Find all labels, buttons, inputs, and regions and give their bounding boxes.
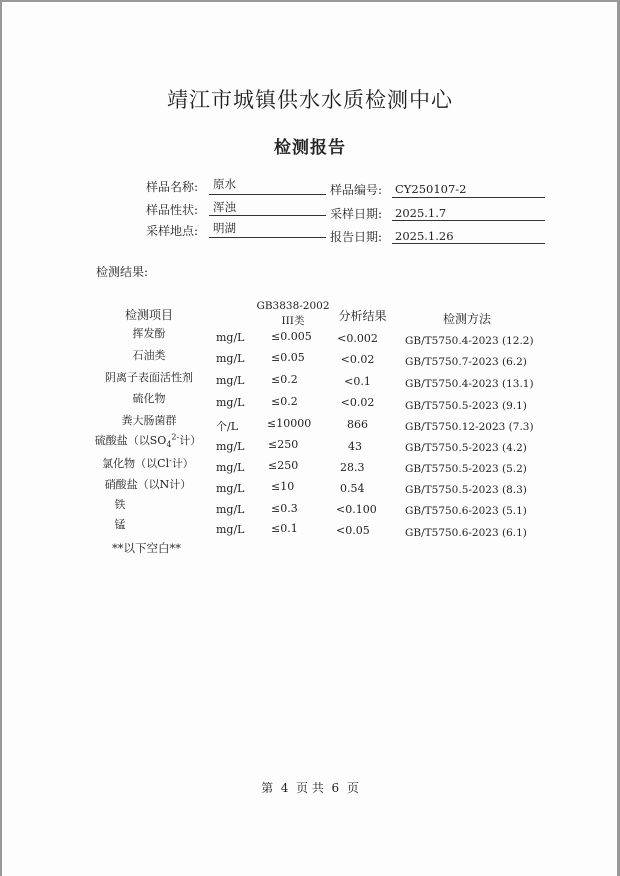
page-current: 4 xyxy=(280,781,289,795)
sample-state-label: 样品性状: xyxy=(146,203,199,217)
sampling-date-label: 采样日期: xyxy=(330,207,383,221)
report-date-value: 2025.1.26 xyxy=(395,229,454,243)
row-unit: 个/L xyxy=(216,420,239,433)
row-method: GB/T5750.4-2023 (13.1) xyxy=(405,378,534,390)
row-result: 43 xyxy=(348,440,362,453)
sample-no-underline xyxy=(392,197,545,198)
row-limit: ≤0.2 xyxy=(271,395,298,408)
row-item-suffix: 计） xyxy=(179,434,202,447)
col-header-item: 检测项目 xyxy=(124,308,173,322)
row-result: <0.100 xyxy=(336,503,377,516)
row-item: 粪大肠菌群 xyxy=(121,414,177,427)
row-item-chloride xyxy=(92,455,204,471)
row-result: <0.05 xyxy=(336,524,370,537)
row-method: GB/T5750.5-2023 (5.2) xyxy=(405,463,527,475)
report-date-label: 报告日期: xyxy=(330,230,383,244)
report-date-underline xyxy=(392,243,545,244)
row-result: 866 xyxy=(347,418,368,431)
row-method: GB/T5750.7-2023 (6.2) xyxy=(405,356,527,368)
sample-name-value: 原水 xyxy=(213,177,236,191)
page-suffix: 页 xyxy=(346,781,359,795)
row-item-suffix: 计） xyxy=(171,457,194,470)
row-result: <0.1 xyxy=(344,375,371,388)
page-mid: 页 共 xyxy=(296,781,324,795)
page-edge-left xyxy=(0,0,2,876)
row-unit: mg/L xyxy=(216,440,245,453)
row-item: 石油类 xyxy=(132,349,166,362)
sampling-date-underline xyxy=(392,220,545,221)
sample-name-label: 样品名称: xyxy=(146,180,199,194)
row-limit: ≤0.3 xyxy=(271,502,298,515)
row-unit: mg/L xyxy=(216,503,245,516)
sample-name-underline xyxy=(209,194,326,195)
row-limit: ≤250 xyxy=(268,438,299,451)
row-method: GB/T5750.6-2023 (5.1) xyxy=(405,505,527,517)
row-limit: ≤250 xyxy=(268,459,299,472)
row-result: <0.02 xyxy=(340,396,375,409)
page-total: 6 xyxy=(331,781,340,795)
row-limit: ≤0.2 xyxy=(271,373,298,386)
row-unit: mg/L xyxy=(216,374,245,387)
row-unit: mg/L xyxy=(216,396,245,409)
end-note: **以下空白** xyxy=(112,541,181,555)
organization-name: 靖江市城镇供水水质检测中心 xyxy=(167,88,453,112)
sampling-date-value: 2025.1.7 xyxy=(395,206,447,220)
row-item-prefix: 硫酸盐（以SO xyxy=(94,434,167,447)
row-item-subscript: 4 xyxy=(166,440,172,450)
row-unit: mg/L xyxy=(216,482,245,495)
row-limit: ≤0.1 xyxy=(271,522,298,535)
row-item: 硫化物 xyxy=(132,392,166,405)
row-item: 铁 xyxy=(114,498,126,511)
row-item-superscript: - xyxy=(169,455,172,465)
row-limit: ≤10000 xyxy=(267,417,312,430)
row-unit: mg/L xyxy=(216,331,245,344)
row-item: 挥发酚 xyxy=(132,327,166,340)
row-limit: ≤0.005 xyxy=(271,330,312,343)
sample-no-label: 样品编号: xyxy=(330,183,383,197)
col-header-standard-line2: III类 xyxy=(281,315,305,327)
page-prefix: 第 xyxy=(261,781,274,795)
sampling-site-value: 明湖 xyxy=(213,221,236,235)
row-result: 0.54 xyxy=(340,482,365,495)
row-method: GB/T5750.4-2023 (12.2) xyxy=(405,335,534,347)
row-method: GB/T5750.5-2023 (4.2) xyxy=(405,442,527,454)
col-header-result: 分析结果 xyxy=(338,309,387,323)
results-label: 检测结果: xyxy=(96,265,149,279)
row-unit: mg/L xyxy=(216,352,245,365)
col-header-standard-line1: GB3838-2002 xyxy=(256,300,330,312)
row-method: GB/T5750.5-2023 (9.1) xyxy=(405,400,527,412)
sampling-site-underline xyxy=(209,237,326,238)
report-title: 检测报告 xyxy=(274,138,346,158)
page-edge-top xyxy=(0,0,620,2)
row-method: GB/T5750.5-2023 (8.3) xyxy=(405,484,527,496)
sampling-site-label: 采样地点: xyxy=(146,224,199,238)
row-limit: ≤0.05 xyxy=(271,351,305,364)
row-item: 阴离子表面活性剂 xyxy=(105,371,193,384)
row-item-prefix: 氯化物（以Cl xyxy=(102,457,170,470)
sample-state-value: 浑浊 xyxy=(213,200,236,214)
row-result: 28.3 xyxy=(340,461,365,474)
row-result: <0.002 xyxy=(337,332,378,345)
row-item: 锰 xyxy=(114,518,126,531)
row-item: 硝酸盐（以N计） xyxy=(104,478,192,491)
row-unit: mg/L xyxy=(216,523,245,536)
page-number xyxy=(0,779,620,796)
col-header-method: 检测方法 xyxy=(442,312,491,326)
row-unit: mg/L xyxy=(216,461,245,474)
row-limit: ≤10 xyxy=(271,480,295,493)
row-item-sulfate xyxy=(92,432,204,449)
row-method: GB/T5750.12-2023 (7.3) xyxy=(405,421,534,433)
sample-no-value: CY250107-2 xyxy=(395,182,467,196)
sample-state-underline xyxy=(209,215,326,216)
row-method: GB/T5750.6-2023 (6.1) xyxy=(405,527,527,539)
row-result: <0.02 xyxy=(340,353,375,366)
row-item-superscript: 2- xyxy=(171,432,180,442)
